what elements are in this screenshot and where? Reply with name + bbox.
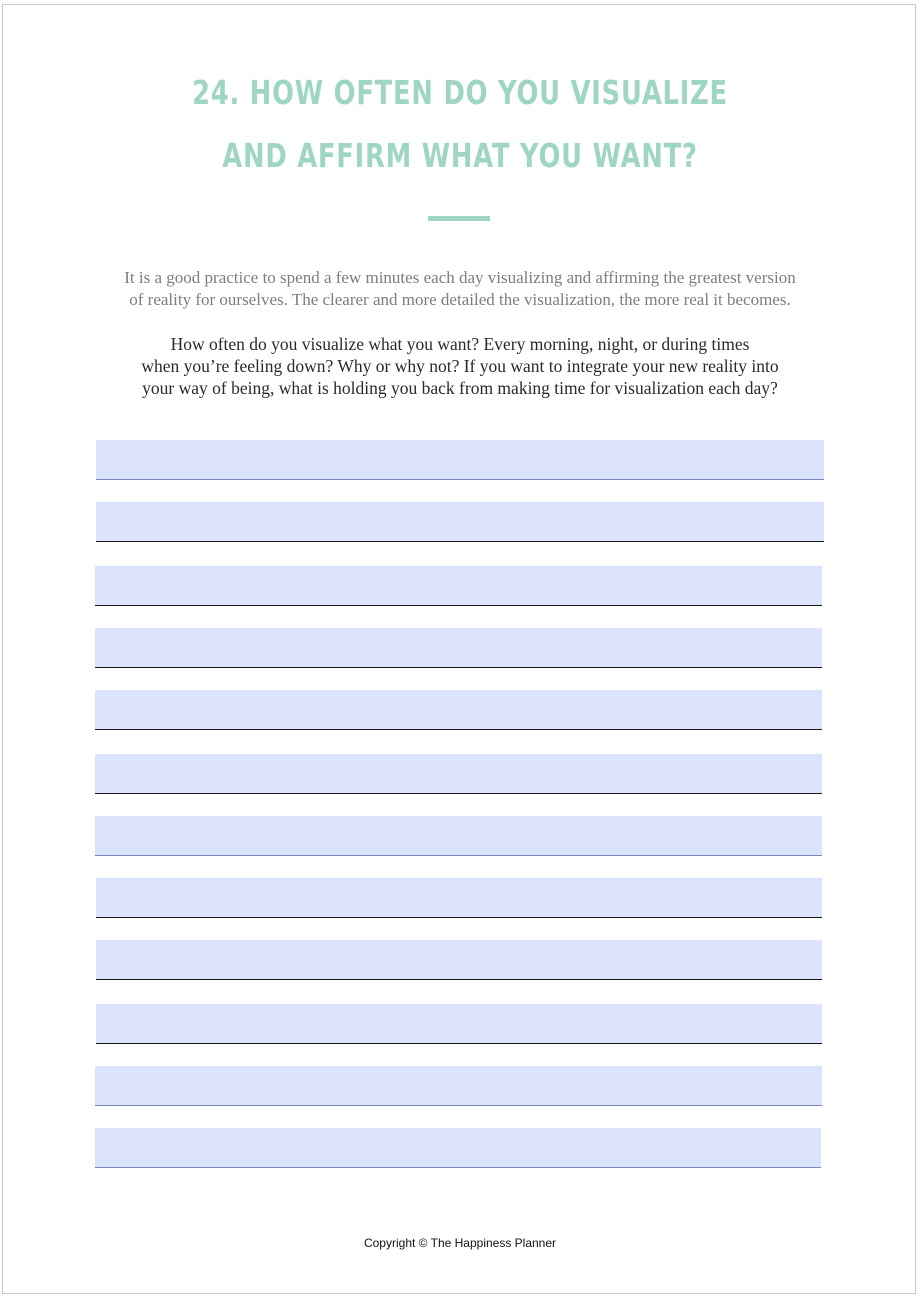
answer-field-10[interactable] — [96, 1004, 822, 1044]
answer-field-6[interactable] — [95, 754, 822, 794]
answer-field-5[interactable] — [95, 690, 822, 730]
page-title-line-1: 24. HOW OFTEN DO YOU VISUALIZE — [192, 73, 728, 112]
answer-field-3[interactable] — [95, 566, 822, 606]
intro-text-line-1: It is a good practice to spend a few minutes each day visualizing and affirming the greatest version — [124, 268, 796, 287]
title-divider — [428, 216, 490, 221]
question-text-line-1: How often do you visualize what you want? Every morning, night, or during times — [170, 334, 750, 354]
intro-text-line-2: of reality for ourselves. The clearer and more detailed the visualization, the more real it becomes. — [129, 290, 791, 309]
page-title-line-2: AND AFFIRM WHAT YOU WANT? — [222, 136, 698, 175]
question-text-line-2: when you’re feeling down? Why or why not? If you want to integrate your new reality into — [141, 356, 779, 376]
answer-field-8[interactable] — [96, 878, 822, 918]
answer-field-2[interactable] — [96, 502, 824, 542]
answer-field-1[interactable] — [96, 440, 824, 480]
answer-field-12[interactable] — [95, 1128, 821, 1168]
copyright-footer: Copyright © The Happiness Planner — [363, 1236, 557, 1250]
answer-field-9[interactable] — [96, 940, 822, 980]
answer-field-4[interactable] — [95, 628, 822, 668]
question-text-line-3: your way of being, what is holding you back from making time for visualization each day? — [142, 378, 778, 398]
answer-field-11[interactable] — [95, 1066, 822, 1106]
answer-field-7[interactable] — [95, 816, 822, 856]
